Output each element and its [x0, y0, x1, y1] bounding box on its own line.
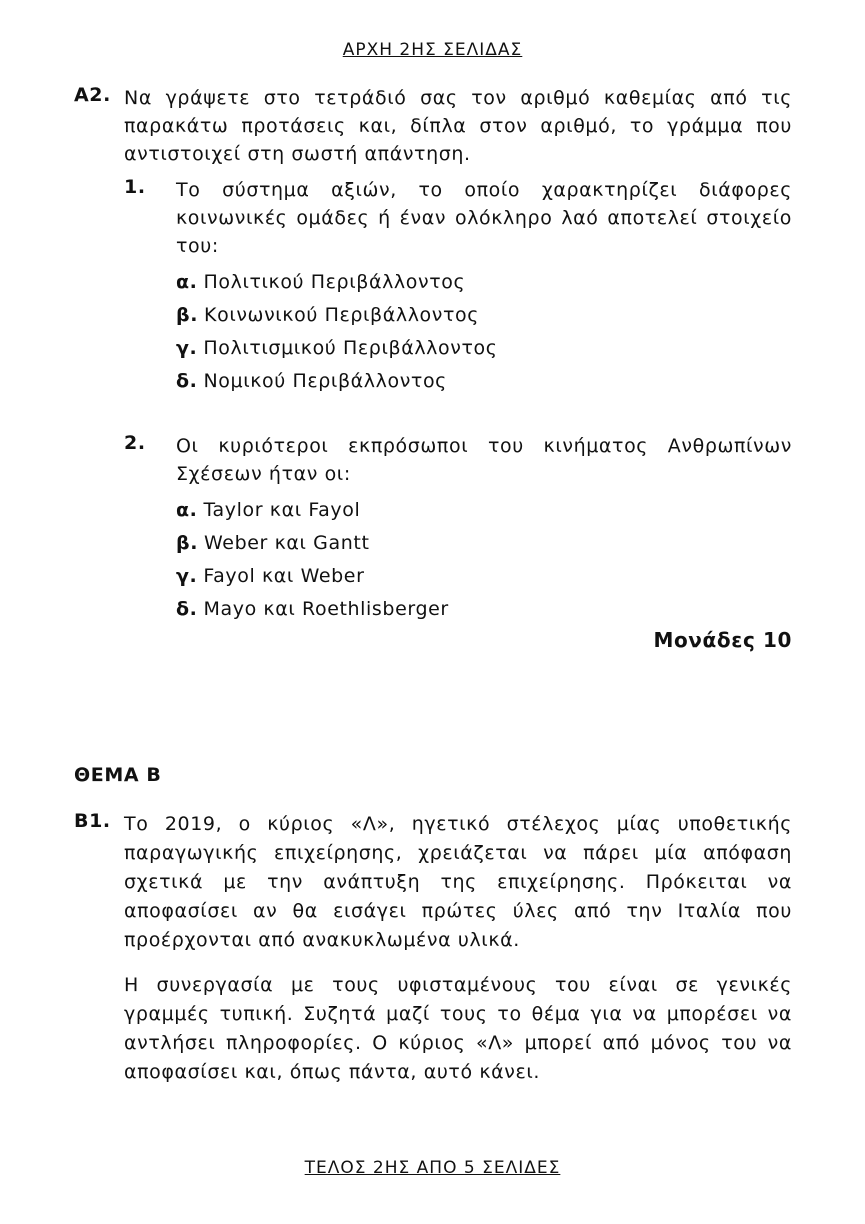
option-text: Πολιτισμικού Περιβάλλοντος — [203, 337, 498, 359]
option-item — [176, 494, 792, 527]
subquestion-text: Οι κυριότεροι εκπρόσωποι του κινήματος Ανθρωπίνων Σχέσεων ήταν οι: — [176, 435, 792, 485]
option-item — [176, 365, 792, 398]
paragraph: Το 2019, ο κύριος «Λ», ηγετικό στέλεχος μίας υποθετικής παραγωγικής επιχείρησης, χρειάζεται να πάρει μία απόφαση σχετικά με την ανάπτυξη της επιχείρησης. Πρόκειται να αποφασίσει αν θα εισάγει πρώτες ύλες από την Ιταλία που προέρχονται από ανακυκλωμένα υλικά. — [124, 813, 792, 951]
option-text: Taylor και Fayol — [203, 499, 361, 521]
subquestion-1 — [124, 176, 792, 398]
option-item — [176, 266, 792, 299]
option-text: Πολιτικού Περιβάλλοντος — [203, 271, 466, 293]
question-a2 — [74, 84, 792, 168]
page-header: ΑΡΧΗ 2ΗΣ ΣΕΛΙΔΑΣ — [342, 40, 523, 60]
paragraph: Η συνεργασία με τους υφισταμένους του είναι σε γενικές γραμμές τυπική. Συζητά μαζί τους το θέμα για να μπορέσει να αντλήσει πληροφορίες. Ο κύριος «Λ» μπορεί από μόνος του να αποφασίσει και, όπως πάντα, αυτό κάνει. — [124, 974, 792, 1083]
question-number: Α2. — [74, 84, 111, 106]
section-title: ΘΕΜΑ Β — [74, 764, 162, 786]
option-text: Κοινωνικού Περιβάλλοντος — [204, 304, 480, 326]
option-letter: δ. — [176, 370, 198, 392]
option-letter: γ. — [176, 337, 198, 359]
option-letter: α. — [176, 499, 198, 521]
subquestion-text: Το σύστημα αξιών, το οποίο χαρακτηρίζει διάφορες κοινωνικές ομάδες ή έναν ολόκληρο λαό αποτελεί στοιχείο του: — [176, 179, 792, 257]
option-text: Νομικού Περιβάλλοντος — [203, 370, 447, 392]
subquestion-number: 2. — [124, 432, 146, 454]
question-b1 — [74, 810, 792, 1087]
page-footer: ΤΕΛΟΣ 2ΗΣ ΑΠΟ 5 ΣΕΛΙΔΕΣ — [304, 1158, 561, 1178]
subquestion-2 — [124, 432, 792, 626]
option-text: Fayol και Weber — [203, 565, 365, 587]
option-letter: γ. — [176, 565, 198, 587]
marks-label: Μονάδες 10 — [653, 628, 792, 652]
option-item — [176, 560, 792, 593]
option-letter: α. — [176, 271, 198, 293]
option-text: Weber και Gantt — [204, 532, 370, 554]
option-item — [176, 593, 792, 626]
option-item — [176, 332, 792, 365]
subquestion-number: 1. — [124, 176, 146, 198]
question-body — [124, 810, 792, 1087]
option-item — [176, 299, 792, 332]
option-letter: β. — [176, 532, 199, 554]
option-list — [176, 494, 792, 626]
option-text: Mayo και Roethlisberger — [203, 598, 449, 620]
question-number: Β1. — [74, 810, 111, 832]
question-text: Να γράψετε στο τετράδιό σας τον αριθμό καθεμίας από τις παρακάτω προτάσεις και, δίπλα στον αριθμό, το γράμμα που αντιστοιχεί στη σωστή απάντηση. — [124, 87, 792, 165]
option-letter: δ. — [176, 598, 198, 620]
option-item — [176, 527, 792, 560]
option-list — [176, 266, 792, 398]
option-letter: β. — [176, 304, 199, 326]
